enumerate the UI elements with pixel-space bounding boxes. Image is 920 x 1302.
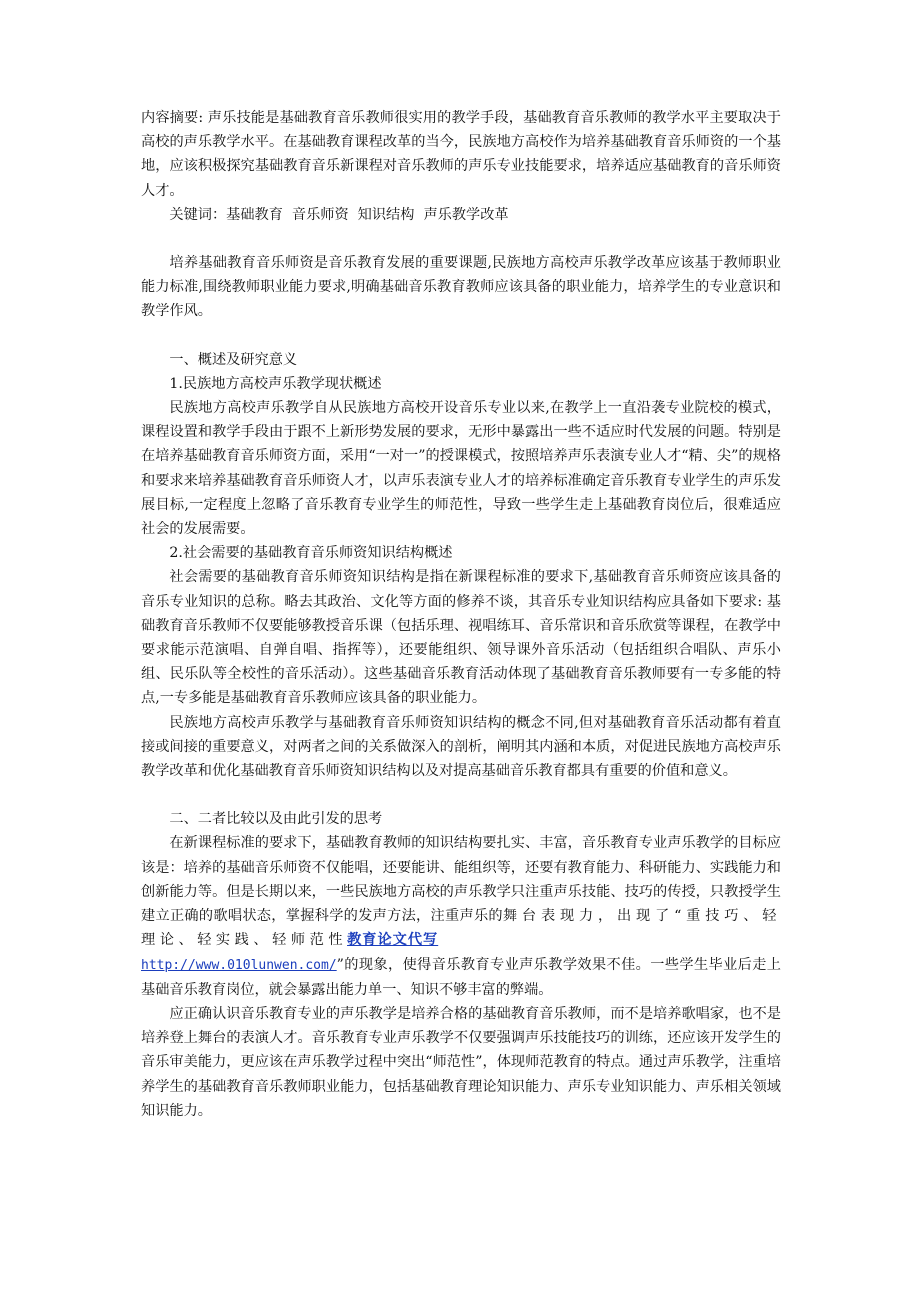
intro-paragraph: 培养基础教育音乐师资是音乐教育发展的重要课题,民族地方高校声乐教学改革应该基于教师职业能力标准,围绕教师职业能力要求,明确基础音乐教育教师应该具备的职业能力，培养学生的专业意识和教学作风。: [141, 255, 781, 320]
keywords-line: 关键词：基础教育 音乐师资 知识结构 声乐教学改革: [169, 206, 509, 223]
section2-p1-text: 在新课程标准的要求下，基础教育教师的知识结构要扎实、丰富，音乐教育专业声乐教学的目标应该是：培养的基础音乐师资不仅能唱，还要能讲、能组织等，还要有教育能力、科研能力、实践能力和创新能力等。但是长期以来，一些民族地方高校的声乐教学只注重声乐技能、技巧的传授，只教授学生建立正确的歌唱状态，掌握科学的发声方法，注重声乐的: [141, 835, 781, 925]
section1-sub2-heading: 2.社会需要的基础教育音乐师资知识结构概述: [169, 545, 453, 562]
spacer: [141, 324, 781, 348]
section2-p1-spread-text: 舞台表现力，出现了“重技巧、轻理论、轻实践、轻师范性: [141, 908, 781, 949]
essay-link[interactable]: 教育论文代写: [347, 932, 439, 949]
section1-sub2-paragraph-2: 民族地方高校声乐教学与基础教育音乐师资知识结构的概念不同,但对基础教育音乐活动都有着直接或间接的重要意义，对两者之间的关系做深入的剖析，阐明其内涵和本质，对促进民族地方高校声乐教学改革和优化基础教育音乐师资知识结构以及对提高基础音乐教育都具有重要的价值和意义。: [141, 714, 781, 780]
spacer: [141, 783, 781, 807]
url-link[interactable]: http://www.010lunwen.com/: [141, 957, 337, 973]
section2-paragraph-1: [141, 831, 781, 1001]
spacer: [141, 227, 781, 251]
section1-sub2-paragraph: 社会需要的基础教育音乐师资知识结构是指在新课程标准的要求下,基础教育音乐师资应该具备的音乐专业知识的总称。略去其政治、文化等方面的修养不谈，其音乐专业知识结构应具备如下要求: 基础教育音乐教师不仅要能够教授音乐课（包括乐理、视唱练耳、音乐常识和音乐欣赏等课程，在教学中要求能示范演唱、自弹自唱、指挥等），还要能组织、领导课外音乐活动（包括组织合唱队、声乐小组、民乐队等全校性的音乐活动）。这些基础音乐教育活动体现了基础教育音乐教师要有一专多能的特点,一专多能是基础教育音乐教师应该具备的职业能力。: [141, 569, 781, 707]
section2-p1-tail: ”的现象，使得音乐教育专业声乐教学效果不佳。一些学生毕业后走上基础音乐教育岗位，就会暴露出能力单一、知识不够丰富的弊端。: [141, 956, 781, 998]
section2-heading: 二、二者比较以及由此引发的思考: [169, 811, 383, 828]
section1-sub1-paragraph: 民族地方高校声乐教学自从民族地方高校开设音乐专业以来,在教学上一直沿袭专业院校的模式，课程设置和教学手段由于跟不上新形势发展的要求，无形中暴露出一些不适应时代发展的问题。特别是在培养基础教育音乐师资方面，采用“一对一”的授课模式，按照培养声乐表演专业人才“精、尖”的规格和要求来培养基础教育音乐师资人才，以声乐表演专业人才的培养标准确定音乐教育专业学生的声乐发展目标,一定程度上忽略了音乐教育专业学生的师范性，导致一些学生走上基础教育岗位后，很难适应社会的发展需要。: [141, 400, 782, 538]
document-body: [141, 106, 781, 1123]
section1-sub1-heading: 1.民族地方高校声乐教学现状概述: [169, 375, 382, 392]
section1-heading: 一、概述及研究意义: [169, 351, 298, 368]
section2-paragraph-2: 应正确认识音乐教育专业的声乐教学是培养合格的基础教育音乐教师，而不是培养歌唱家，也不是培养登上舞台的表演人才。音乐教育专业声乐教学不仅要强调声乐技能技巧的训练，还应该开发学生的音乐审美能力，更应该在声乐教学过程中突出“师范性”，体现师范教育的特点。通过声乐教学，注重培养学生的基础教育音乐教师职业能力，包括基础教育理论知识能力、声乐专业知识能力、声乐相关领域知识能力。: [141, 1005, 781, 1119]
abstract-paragraph: 内容摘要: 声乐技能是基础教育音乐教师很实用的教学手段，基础教育音乐教师的教学水平主要取决于高校的声乐教学水平。在基础教育课程改革的当今，民族地方高校作为培养基础教育音乐师资的一个基地，应该积极探究基础教育音乐新课程对音乐教师的声乐专业技能要求，培养适应基础教育的音乐师资人才。: [141, 110, 781, 199]
